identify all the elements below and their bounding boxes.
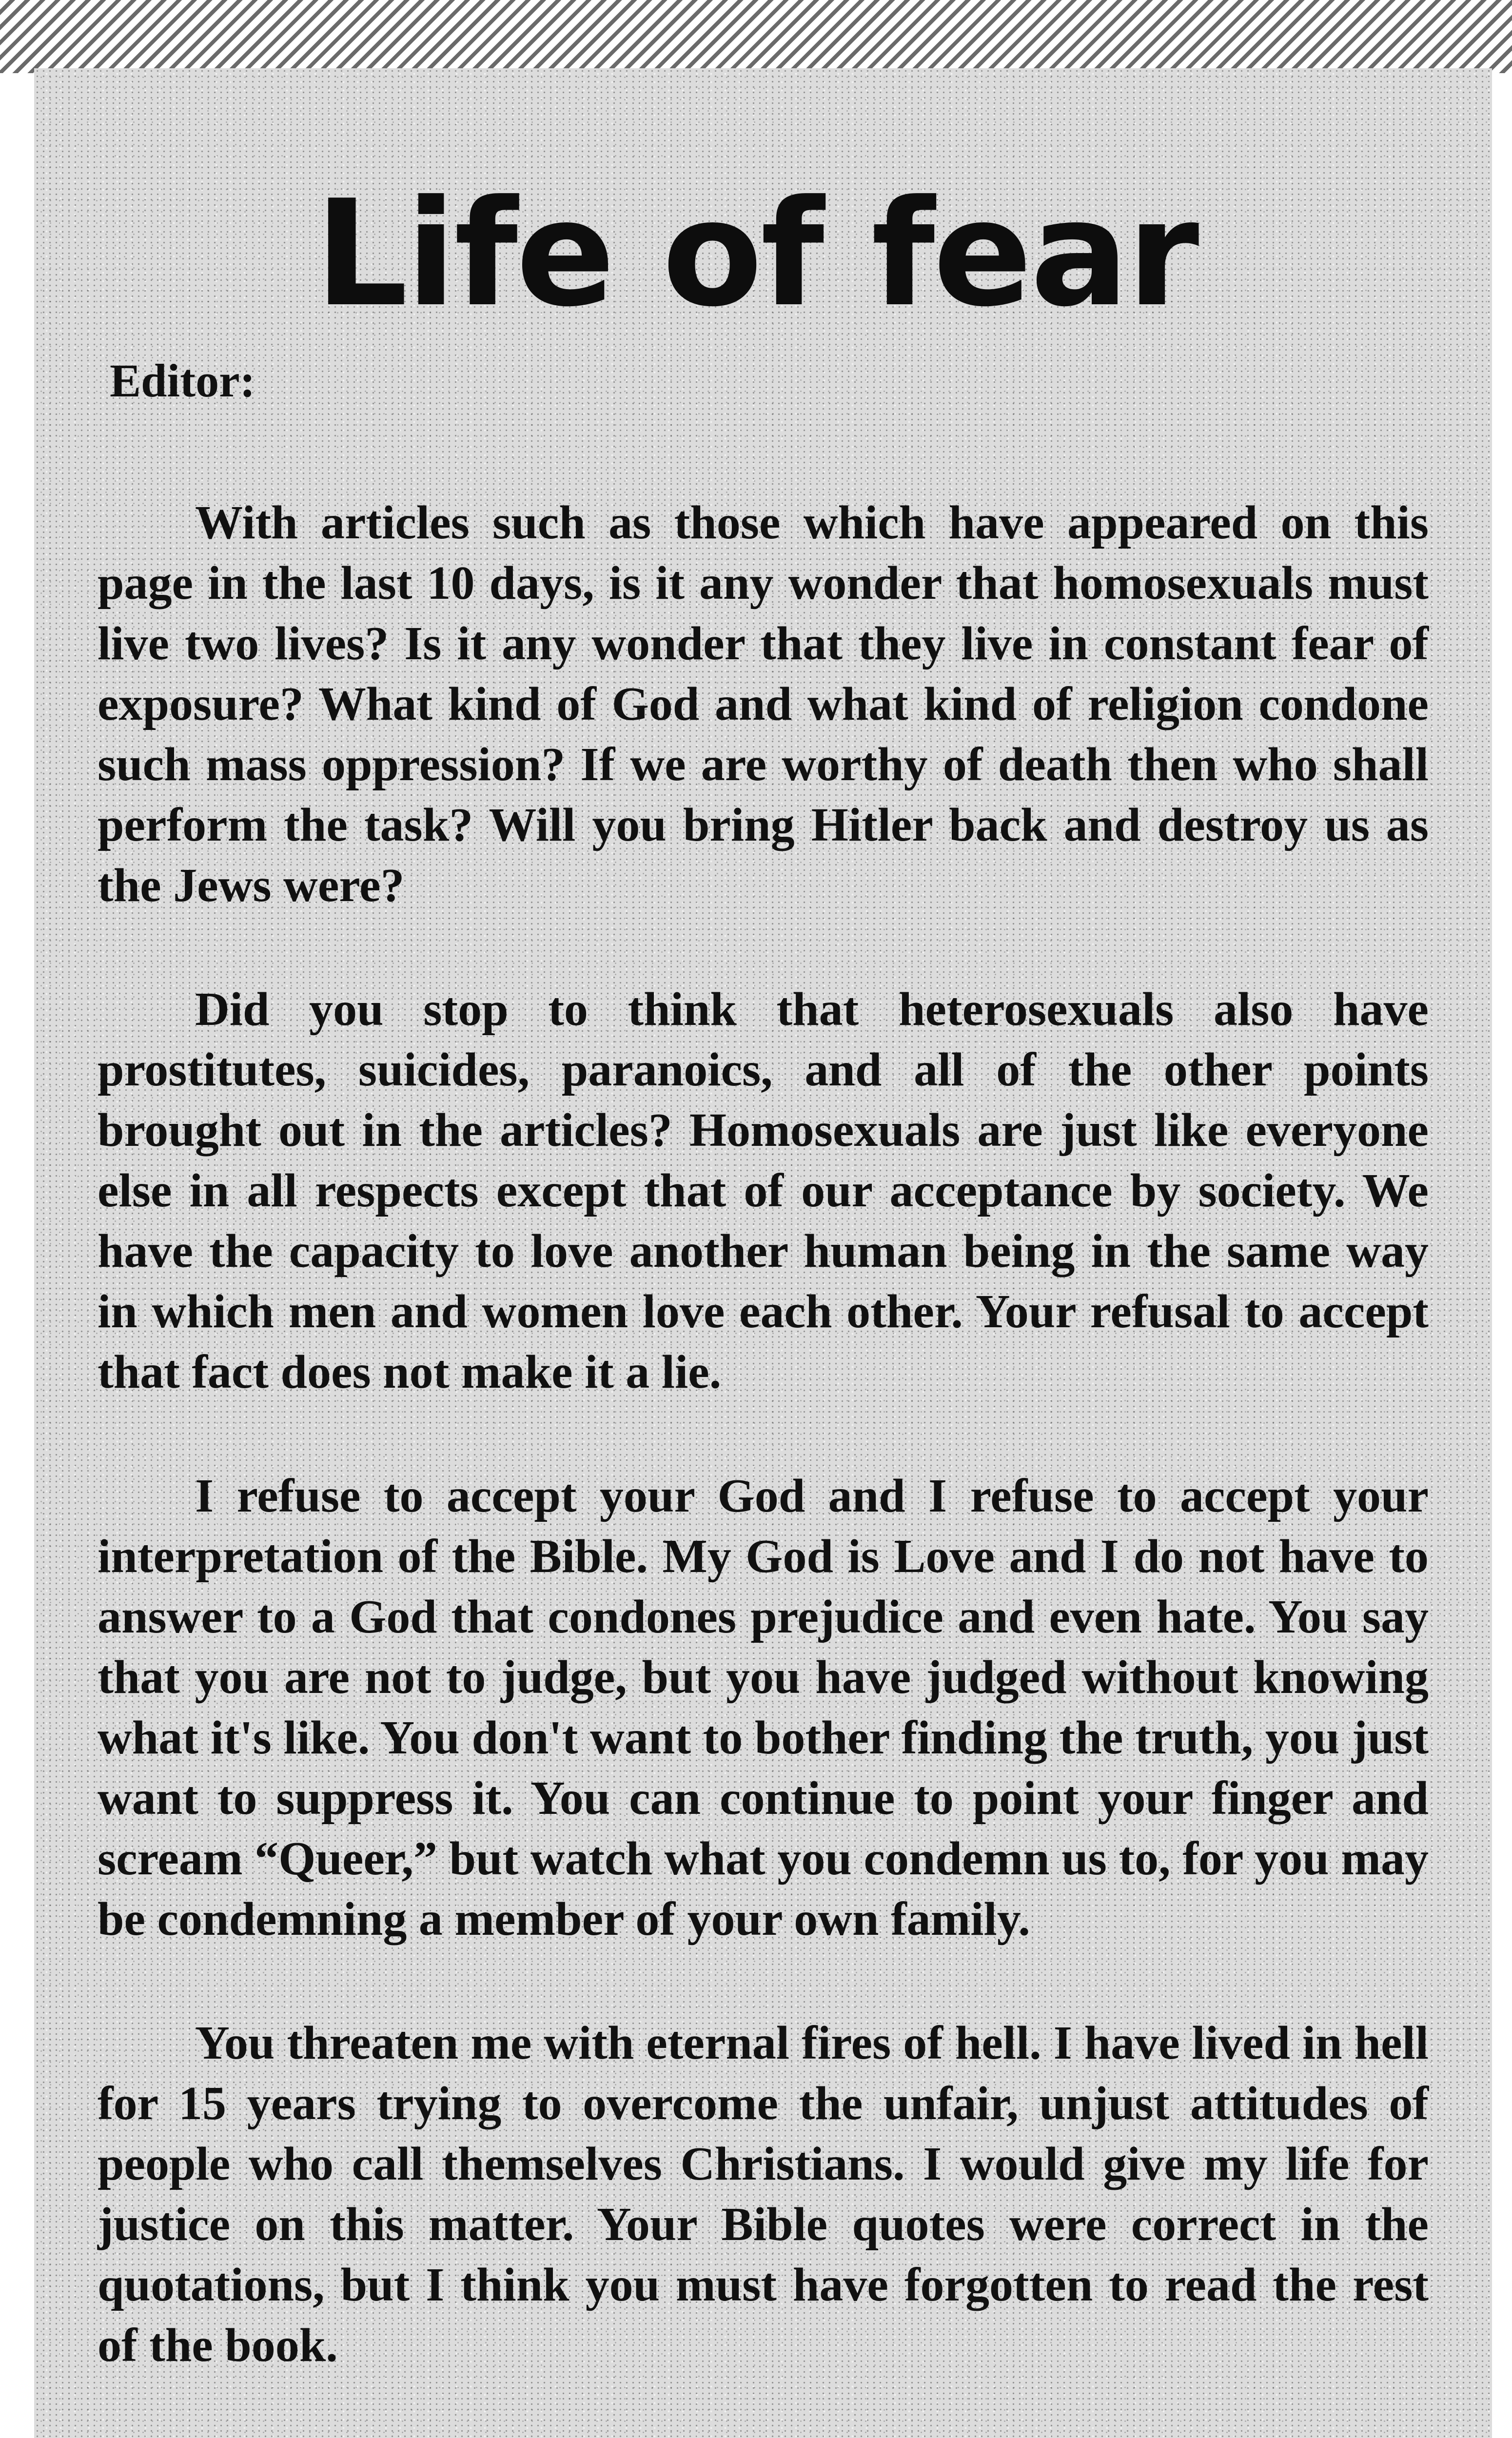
clipping-edge-hatch: [0, 0, 1512, 73]
letter-body: [98, 492, 1429, 2438]
paragraph: With articles such as those which have appeared on this page in the last 10 days, is it any wonder that homosexuals must live two lives? Is it any wonder that they live in constant fear of exposure? What kind of God and what kind of religion condone such mass oppression? If we are worthy of death then who shall perform the task? Will you bring Hitler back and destroy us as the Jews were?: [98, 496, 1429, 912]
paragraph: You threaten me with eternal fires of hell. I have lived in hell for 15 years trying to overcome the unfair, unjust attitudes of people who call themselves Christians. I would give my life for justice on this matter. Your Bible quotes were correct in the quotations, but I think you must have forgotten to read the rest of the book.: [98, 2017, 1429, 2372]
paragraph: I refuse to accept your God and I refuse to accept your interpretation of the Bible. My God is Love and I do not have to answer to a God that condones prejudice and even hate. You say that you are not to judge, but you have judged without knowing what it's like. You don't want to bother finding the truth, you just want to suppress it. You can continue to point your finger and scream “Queer,” but watch what you condemn us to, for you may be condemning a member of your own family.: [98, 1470, 1429, 1946]
headline: Life of fear: [314, 169, 1198, 339]
salutation: Editor:: [110, 354, 255, 407]
paragraph: Did you stop to think that heterosexuals also have prostitutes, suicides, paranoics, and all of the other points brought out in the articles? Homosexuals are just like everyone else in all respects except that of our acceptance by society. We have the capacity to love another human being in the same way in which men and women love each other. Your refusal to accept that fact does not make it a lie.: [98, 983, 1429, 1398]
